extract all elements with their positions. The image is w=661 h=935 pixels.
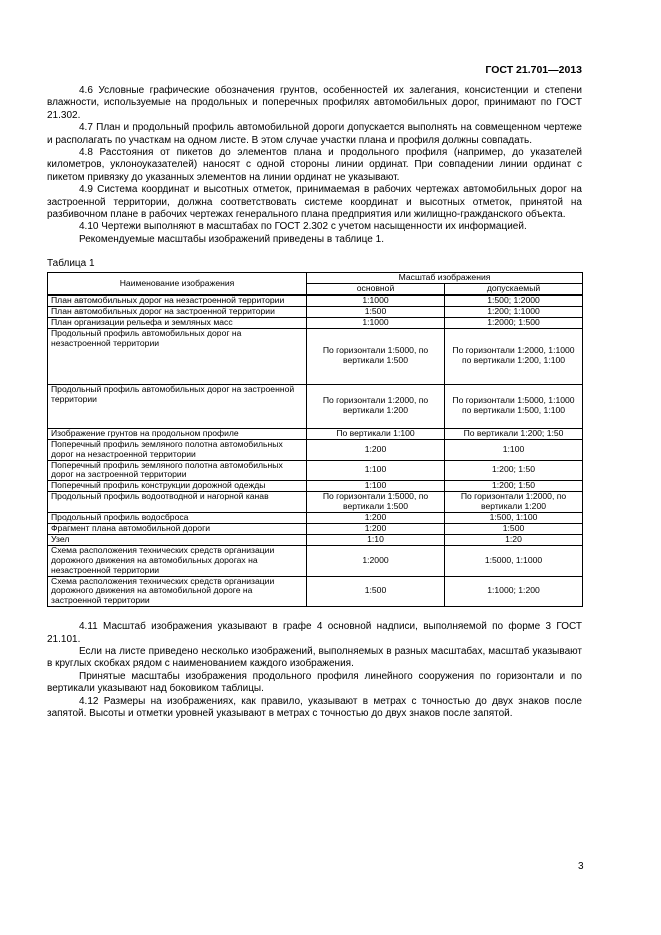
row-main-scale: 1:1000 — [307, 317, 445, 328]
row-name: План организации рельефа и земляных масс — [48, 317, 307, 328]
row-allowed-scale: По горизонтали 1:5000, 1:1000 по вертикали 1:500, 1:100 — [445, 384, 583, 428]
column-header-name: Наименование изображения — [48, 273, 307, 295]
table-row — [48, 428, 583, 439]
paragraph-4-10: 4.10 Чертежи выполняют в масштабах по ГОСТ 2.302 с учетом насыщенности их информацией. — [79, 221, 527, 233]
page-content — [47, 85, 582, 720]
row-allowed-scale: 1:1000; 1:200 — [445, 576, 583, 607]
row-name: Продольный профиль автомобильных дорог на застроенной территории — [48, 384, 307, 428]
row-allowed-scale: 1:200; 1:50 — [445, 481, 583, 492]
paragraph-profile-scales: Принятые масштабы изображения продольного профиля линейного сооружения по горизонтали и по вертикали указывают над боковиком таблицы. — [47, 670, 582, 695]
table-row — [48, 307, 583, 318]
row-name: Поперечный профиль земляного полотна автомобильных дорог на застроенной территории — [48, 460, 307, 481]
scales-table — [47, 272, 583, 607]
paragraph-4-12: 4.12 Размеры на изображениях, как правило, указывают в метрах с точностью до двух знаков после запятой. Высоты и отметки уровней указывают в метрах с точностью до двух знаков после запятой. — [47, 695, 582, 720]
paragraph-4-6: 4.6 Условные графические обозначения грунтов, особенностей их залегания, консистенции и степени влажности, используемые на продольных и поперечных профилях автомобильных дорог, принимают по ГОСТ 21.302. — [47, 85, 582, 121]
row-main-scale: 1:500 — [307, 307, 445, 318]
table-row — [48, 295, 583, 306]
row-main-scale: По вертикали 1:100 — [307, 428, 445, 439]
table-row — [48, 460, 583, 481]
row-allowed-scale: 1:200; 1:50 — [445, 460, 583, 481]
column-header-allowed: допускаемый — [445, 284, 583, 295]
row-main-scale: 1:200 — [307, 439, 445, 460]
table-row — [48, 523, 583, 534]
table-row — [48, 513, 583, 524]
row-main-scale: 1:1000 — [307, 295, 445, 306]
row-allowed-scale: 1:500 — [445, 523, 583, 534]
table-row — [48, 545, 583, 576]
row-main-scale: 1:200 — [307, 513, 445, 524]
row-name: План автомобильных дорог на застроенной территории — [48, 307, 307, 318]
row-name: Изображение грунтов на продольном профиле — [48, 428, 307, 439]
page-number: 3 — [578, 861, 584, 872]
paragraph-4-7: 4.7 План и продольный профиль автомобильной дороги допускается выполнять на совмещенном чертеже и располагать по участкам на одном листе. В этом случае участки плана и профиля должны совпадать. — [47, 122, 582, 146]
row-allowed-scale: 1:20 — [445, 534, 583, 545]
row-name: Продольный профиль водоотводной и нагорной канав — [48, 492, 307, 513]
table-row — [48, 384, 583, 428]
row-name: Фрагмент плана автомобильной дороги — [48, 523, 307, 534]
row-name: Продольный профиль автомобильных дорог на незастроенной территории — [48, 328, 307, 384]
row-allowed-scale: 1:200; 1:1000 — [445, 307, 583, 318]
row-main-scale: По горизонтали 1:2000, по вертикали 1:200 — [307, 384, 445, 428]
row-allowed-scale: По горизонтали 1:2000, 1:1000 по вертикали 1:200, 1:100 — [445, 328, 583, 384]
table-row — [48, 576, 583, 607]
row-main-scale: 1:100 — [307, 460, 445, 481]
table-caption: Таблица 1 — [47, 258, 95, 270]
row-name: Поперечный профиль земляного полотна автомобильных дорог на незастроенной территории — [48, 439, 307, 460]
row-allowed-scale: 1:5000, 1:1000 — [445, 545, 583, 576]
row-main-scale: 1:100 — [307, 481, 445, 492]
paragraph-multiple-scales: Если на листе приведено несколько изображений, выполняемых в разных масштабах, масштаб указывают в круглых скобках рядом с наименованием каждого изображения. — [47, 646, 582, 670]
row-name: Узел — [48, 534, 307, 545]
row-name: Схема расположения технических средств организации дорожного движения на автомобильной дороге на застроенной территории — [48, 576, 307, 607]
paragraph-4-8: 4.8 Расстояния от пикетов до элементов плана и продольного профиля (например, до указателей километров, уклоноуказателей) наносят с одной стороны линии ординат. При совпадении линии ординат с пикетом привязку до указанных элементов на линии ординат не указывают. — [47, 147, 582, 183]
row-allowed-scale: По вертикали 1:200; 1:50 — [445, 428, 583, 439]
column-header-scale: Масштаб изображения — [307, 273, 583, 284]
table-row — [48, 439, 583, 460]
row-main-scale: По горизонтали 1:5000, по вертикали 1:500 — [307, 328, 445, 384]
row-main-scale: По горизонтали 1:5000, по вертикали 1:500 — [307, 492, 445, 513]
row-allowed-scale: 1:2000; 1:500 — [445, 317, 583, 328]
table-row — [48, 492, 583, 513]
table-row — [48, 481, 583, 492]
paragraph-4-11: 4.11 Масштаб изображения указывают в графе 4 основной надписи, выполняемой по форме 3 ГОСТ 21.101. — [47, 621, 582, 645]
row-main-scale: 1:500 — [307, 576, 445, 607]
table-row — [48, 328, 583, 384]
row-name: Схема расположения технических средств организации дорожного движения на автомобильных дорогах на незастроенной территории — [48, 545, 307, 576]
row-allowed-scale: 1:500; 1:2000 — [445, 295, 583, 306]
row-allowed-scale: По горизонтали 1:2000, по вертикали 1:200 — [445, 492, 583, 513]
paragraph-recommended-scales: Рекомендуемые масштабы изображений приведены в таблице 1. — [79, 233, 384, 245]
document-code: ГОСТ 21.701—2013 — [485, 64, 582, 76]
table-row — [48, 317, 583, 328]
paragraph-4-9: 4.9 Система координат и высотных отметок, принимаемая в рабочих чертежах автомобильных дорог на застроенной территории, должна соответствовать системе координат и высотных отметок, принятой на разбивочном плане в рабочих чертежах генерального плана предприятия или жилищно-гражданского объекта. — [47, 184, 582, 221]
column-header-main: основной — [307, 284, 445, 295]
row-main-scale: 1:10 — [307, 534, 445, 545]
row-allowed-scale: 1:100 — [445, 439, 583, 460]
row-name: Поперечный профиль конструкции дорожной одежды — [48, 481, 307, 492]
row-main-scale: 1:2000 — [307, 545, 445, 576]
row-main-scale: 1:200 — [307, 523, 445, 534]
row-name: Продольный профиль водосброса — [48, 513, 307, 524]
section-after-table — [47, 621, 582, 720]
row-name: План автомобильных дорог на незастроенной территории — [48, 295, 307, 306]
row-allowed-scale: 1:500, 1:100 — [445, 513, 583, 524]
table-row — [48, 534, 583, 545]
